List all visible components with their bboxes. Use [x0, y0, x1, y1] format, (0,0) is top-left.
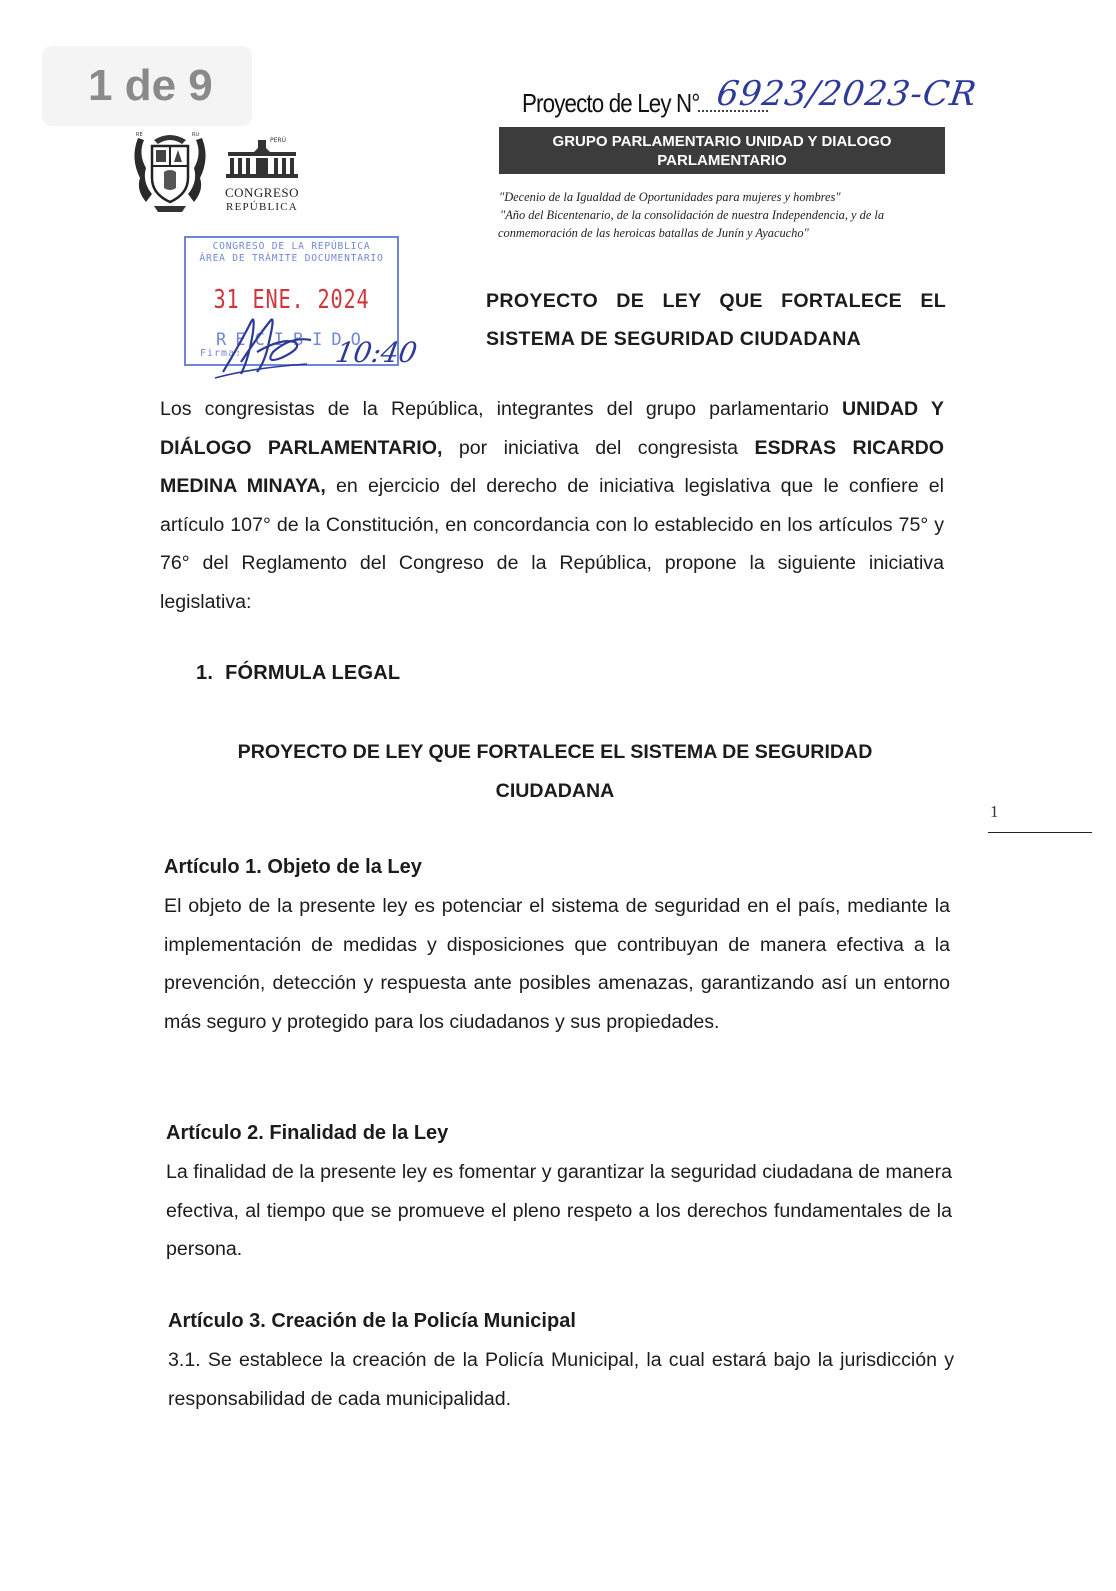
- logo-peru-text: PERÚ: [270, 137, 286, 144]
- intro-text-2: por iniciativa del congresista: [442, 436, 755, 459]
- decenio-line2: "Año del Bicentenario, de la consolidación de nuestra Independencia, y de la: [500, 208, 885, 222]
- law-title-line2: CIUDADANA: [495, 780, 615, 802]
- law-title: [170, 733, 940, 811]
- document-title: [486, 282, 946, 358]
- law-title-line1: PROYECTO DE LEY QUE FORTALECE EL SISTEMA DE SEGURIDAD: [237, 741, 873, 763]
- project-number: [522, 74, 1002, 130]
- intro-congressman: ESDRAS RICARDO MEDINA MINAYA,: [160, 436, 944, 497]
- intro-group-name: UNIDAD Y DIÁLOGO PARLAMENTARIO,: [160, 398, 944, 459]
- reception-stamp: [184, 236, 420, 369]
- page-indicator: 1 de 9: [42, 46, 252, 126]
- congress-building-icon: [222, 134, 302, 180]
- intro-text-1: Los congresistas de la República, integrantes del grupo parlamentario: [160, 398, 842, 420]
- section-title: FÓRMULA LEGAL: [225, 662, 401, 684]
- intro-paragraph: [160, 390, 944, 621]
- article-2-heading: Artículo 2. Finalidad de la Ley: [166, 1122, 449, 1144]
- section-heading: [196, 662, 400, 685]
- project-number-handwritten: 6923/2023-CR: [714, 74, 980, 114]
- logo-congreso-text: CONGRESO: [224, 185, 300, 200]
- group-banner: [499, 127, 945, 174]
- intro-text-3: en ejercicio del derecho de iniciativa legislativa que le confiere el artículo 107° de la Constitución, en concordancia con lo establecido en los artículos 75° y 76° del Reglamento del Congreso de la República, propone la siguiente iniciativa legislativa:: [160, 475, 944, 613]
- logo-republica-text: REPÚBLICA: [226, 201, 298, 213]
- stamp-firma: Firma:: [200, 348, 243, 359]
- article-3-text: 3.1. Se establece la creación de la Policía Municipal, la cual estará bajo la jurisdicción y responsabilidad de cada municipalidad.: [168, 1349, 954, 1410]
- decenio-quote: [498, 188, 958, 242]
- signature-icon: [211, 302, 351, 382]
- section-number: 1.: [196, 662, 214, 684]
- project-label: Proyecto de Ley N°: [522, 88, 700, 118]
- stamp-date: 31 ENE. 2024: [213, 285, 370, 315]
- article-3-heading: Artículo 3. Creación de la Policía Municipal: [168, 1310, 576, 1332]
- article-2-text: La finalidad de la presente ley es fomentar y garantizar la seguridad ciudadana de manera efectiva, al tiempo que se promueve el pleno respeto a los derechos fundamentales de la persona.: [166, 1161, 952, 1260]
- document-title-line2: SISTEMA DE SEGURIDAD CIUDADANA: [486, 328, 862, 350]
- svg-text:RE: RE: [136, 132, 143, 138]
- stamp-line1: CONGRESO DE LA REPÚBLICA: [212, 241, 371, 252]
- decenio-line3: conmemoración de las heroicas batallas de Junín y Ayacucho": [498, 226, 809, 240]
- congreso-logo: [222, 134, 302, 214]
- footnote-page-number: 1: [990, 802, 999, 821]
- stamp-line2: ÁREA DE TRÁMITE DOCUMENTARIO: [199, 253, 384, 264]
- group-banner-line2: PARLAMENTARIO: [657, 152, 787, 169]
- group-banner-line1: GRUPO PARLAMENTARIO UNIDAD Y DIALOGO: [552, 133, 892, 150]
- stamp-received: RECIBIDO: [216, 330, 370, 350]
- footnote-divider: [988, 832, 1092, 833]
- congress-logo-block: [128, 128, 308, 218]
- decenio-line1: "Decenio de la Igualdad de Oportunidades para mujeres y hombres": [499, 190, 841, 204]
- stamp-time-handwritten: 10:40: [333, 336, 420, 369]
- article-1-heading: Artículo 1. Objeto de la Ley: [164, 856, 422, 878]
- svg-text:RU: RU: [192, 132, 200, 138]
- article-1-text: El objeto de la presente ley es potenciar el sistema de seguridad en el país, mediante la implementación de medidas y disposiciones que contribuyan de manera efectiva a la prevención, detección y respuesta ante posibles amenazas, garantizando así un entorno más seguro y protegido para los ciudadanos y sus propiedades.: [164, 895, 950, 1033]
- document-title-line1: PROYECTO DE LEY QUE FORTALECE EL: [486, 290, 946, 312]
- coat-of-arms-icon: [130, 128, 210, 214]
